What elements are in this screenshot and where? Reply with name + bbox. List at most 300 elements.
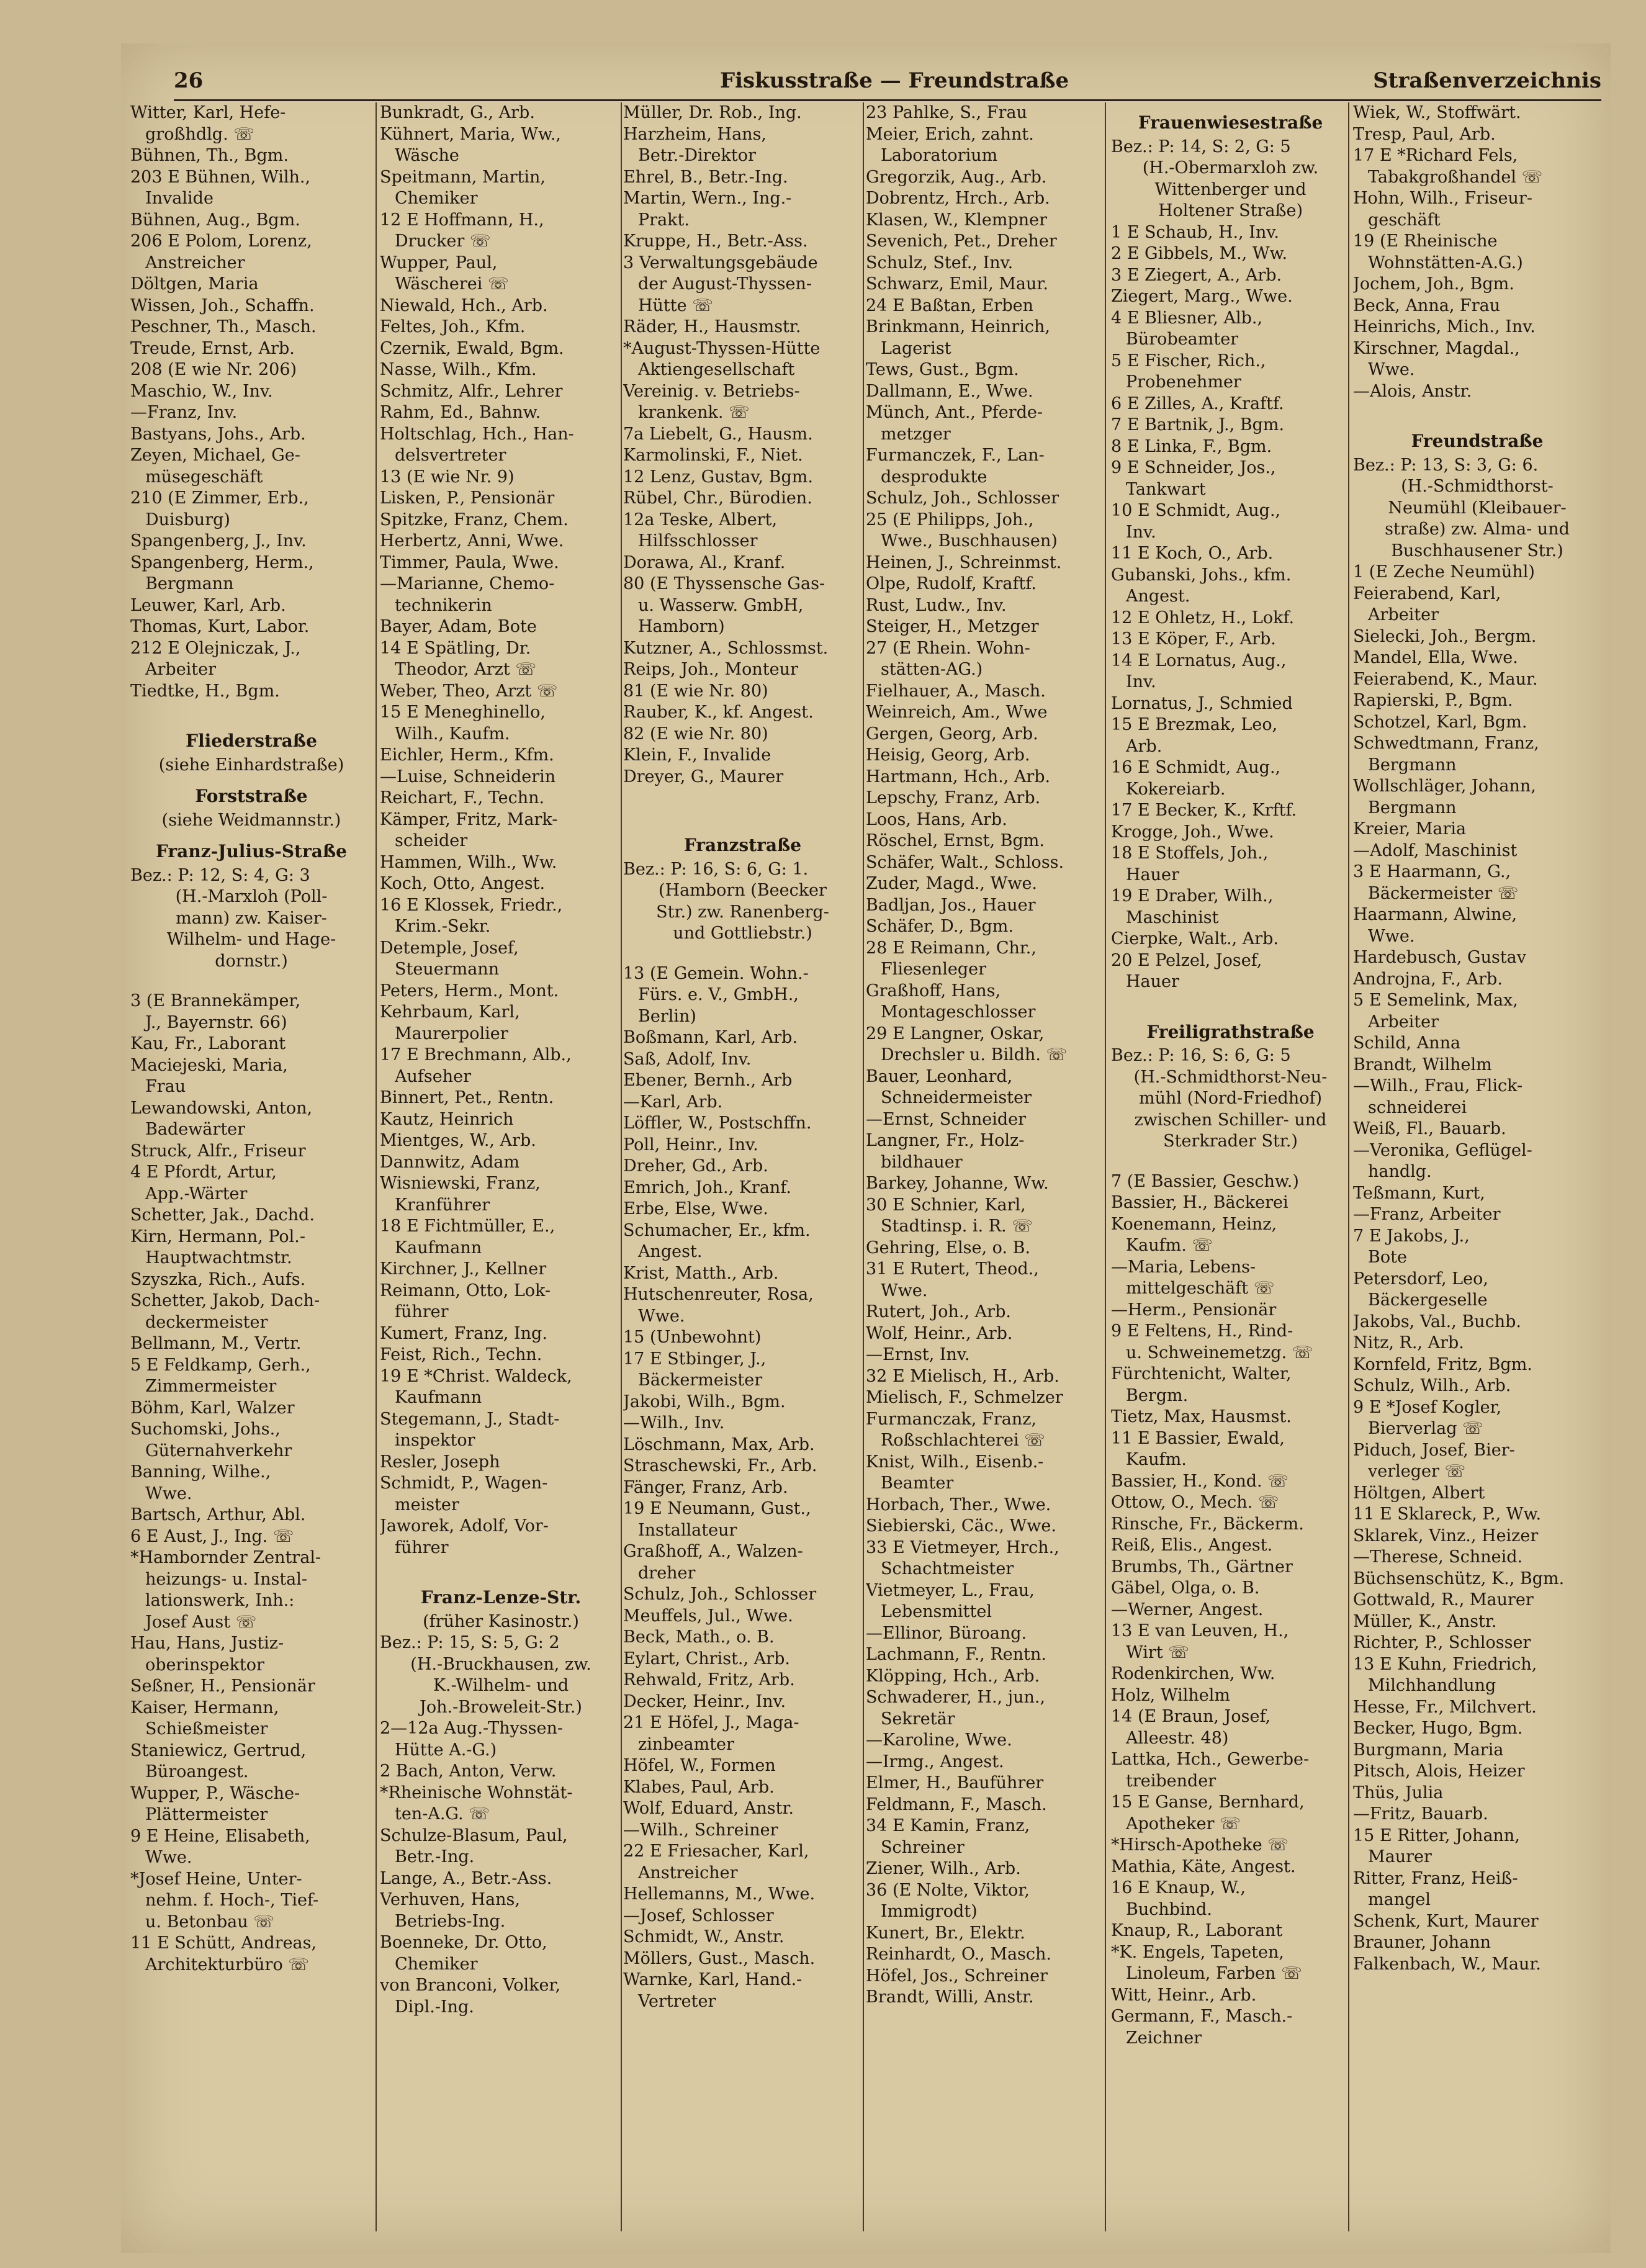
directory-entry: Sielecki, Joh., Bergm. — [1353, 626, 1537, 646]
entry-continuation: führer — [395, 1302, 449, 1321]
directory-entry: Dreher, Gd., Arb. — [623, 1156, 768, 1176]
directory-entry: Fielhauer, A., Masch. — [866, 681, 1046, 701]
entry-continuation: Bergmann — [145, 574, 234, 593]
directory-entry: Bühnen, Aug., Bgm. — [130, 210, 300, 230]
directory-entry: Czernik, Ewald, Bgm. — [380, 338, 564, 358]
entry-continuation: Theodor, Arzt ☏ — [395, 660, 537, 679]
directory-entry: Heinen, J., Schreinmst. — [866, 552, 1062, 572]
directory-entry: Schetter, Jak., Dachd. — [130, 1205, 315, 1225]
directory-entry: 203 E Bühnen, Wilh., — [130, 167, 311, 187]
directory-entry: Struck, Alfr., Friseur — [130, 1141, 306, 1161]
entry-continuation: Wwe. — [638, 1306, 685, 1326]
directory-entry: 16 E Knaup, W., — [1111, 1878, 1246, 1897]
directory-entry: Klöpping, Hch., Arb. — [866, 1666, 1040, 1686]
directory-entry: Klabes, Paul, Arb. — [623, 1777, 775, 1797]
directory-entry: Bauer, Leonhard, — [866, 1066, 1013, 1086]
directory-entry: 21 E Höfel, J., Maga- — [623, 1713, 799, 1732]
directory-entry: 19 E *Christ. Waldeck, — [380, 1366, 572, 1386]
entry-continuation: geschäft — [1368, 210, 1441, 230]
directory-entry: Verhuven, Hans, — [380, 1890, 520, 1909]
directory-entry: Ziegert, Marg., Wwe. — [1111, 287, 1293, 306]
page-number: 26 — [174, 68, 204, 93]
spacer — [130, 702, 372, 721]
directory-entry: Hammen, Wilh., Ww. — [380, 852, 557, 872]
directory-entry: Binnert, Pet., Rentn. — [380, 1088, 554, 1107]
directory-entry: 3 (E Brannekämper, — [130, 991, 301, 1010]
entry-continuation: Lebensmittel — [881, 1602, 992, 1621]
directory-entry: Weber, Theo, Arzt ☏ — [380, 681, 558, 701]
entry-continuation: Beamter — [881, 1474, 954, 1493]
entry-continuation: ten-A.G. ☏ — [395, 1804, 490, 1824]
entry-continuation: nehm. f. Hoch-, Tief- — [145, 1891, 319, 1910]
spacer — [623, 945, 862, 963]
directory-entry: Möllers, Gust., Masch. — [623, 1948, 816, 1968]
directory-entry: Karmolinski, F., Niet. — [623, 446, 803, 465]
directory-entry: 19 (E Rheinische — [1353, 232, 1498, 251]
directory-entry: Brandt, Willi, Anstr. — [866, 1987, 1034, 2007]
column-divider — [376, 102, 377, 2231]
directory-entry: 16 E Klossek, Friedr., — [380, 895, 563, 915]
directory-entry: Schmidt, W., Anstr. — [623, 1927, 785, 1946]
directory-entry: Krist, Matth., Arb. — [623, 1263, 779, 1283]
directory-entry: Schmidt, P., Wagen- — [380, 1474, 548, 1493]
directory-entry: Dannwitz, Adam — [380, 1152, 519, 1172]
directory-entry: Szyszka, Rich., Aufs. — [130, 1269, 306, 1289]
directory-entry: *Josef Heine, Unter- — [130, 1869, 302, 1889]
directory-entry: 11 E Sklareck, P., Ww. — [1353, 1505, 1542, 1524]
entry-continuation: Schießmeister — [145, 1719, 268, 1739]
directory-entry: Brauner, Johann — [1353, 1933, 1491, 1952]
street-description: Str.) zw. Ranenberg- — [656, 902, 829, 922]
entry-continuation: müsegeschäft — [145, 467, 263, 487]
directory-entry: Bellmann, M., Vertr. — [130, 1334, 302, 1353]
directory-entry: Mielisch, F., Schmelzer — [866, 1388, 1063, 1407]
directory-entry: Schetter, Jakob, Dach- — [130, 1291, 320, 1310]
entry-continuation: Bote — [1368, 1248, 1407, 1267]
entry-continuation: Wwe. — [881, 1280, 928, 1300]
directory-entry: Dreyer, G., Maurer — [623, 767, 784, 786]
directory-entry: Olpe, Rudolf, Kraftf. — [866, 574, 1037, 593]
directory-entry: 212 E Olejniczak, J., — [130, 638, 301, 658]
entry-continuation: Wwe. — [1368, 926, 1415, 946]
directory-entry: —Herm., Pensionär — [1111, 1300, 1277, 1320]
street-description: (siehe Weidmannstr.) — [161, 810, 341, 830]
entry-continuation: Bierverlag ☏ — [1368, 1419, 1483, 1438]
directory-entry: Mandel, Ella, Wwe. — [1353, 648, 1518, 667]
directory-entry: Timmer, Paula, Wwe. — [380, 552, 559, 572]
directory-entry: Holtschlag, Hch., Han- — [380, 424, 574, 444]
entry-continuation: Montageschlosser — [881, 1002, 1036, 1022]
directory-entry: 12a Teske, Albert, — [623, 510, 778, 529]
directory-entry: —Josef, Schlosser — [623, 1906, 774, 1925]
directory-entry: 27 (E Rhein. Wohn- — [866, 638, 1030, 658]
directory-entry: Heisig, Georg, Arb. — [866, 745, 1030, 765]
directory-entry: Lornatus, J., Schmied — [1111, 693, 1293, 713]
street-description: Joh.-Broweleit-Str.) — [420, 1697, 582, 1717]
entry-continuation: scheider — [395, 831, 468, 850]
directory-entry: 5 E Fischer, Rich., — [1111, 351, 1266, 371]
street-description: straße) zw. Alma- und — [1385, 520, 1570, 539]
entry-continuation: Fliesenleger — [881, 960, 986, 979]
street-description: Sterkrader Str.) — [1163, 1132, 1298, 1151]
directory-entry: 25 (E Philipps, Joh., — [866, 510, 1034, 529]
entry-continuation: Betr.-Direktor — [638, 146, 756, 165]
directory-entry: Cierpke, Walt., Arb. — [1111, 929, 1279, 948]
directory-entry: Spitzke, Franz, Chem. — [380, 510, 569, 529]
directory-entry: 13 E Kuhn, Friedrich, — [1353, 1654, 1537, 1674]
directory-entry: 9 E Heine, Elisabeth, — [130, 1826, 310, 1846]
entry-continuation: krankenk. ☏ — [638, 403, 750, 422]
entry-continuation: Wwe. — [1368, 360, 1415, 379]
directory-entry: 82 (E wie Nr. 80) — [623, 724, 768, 744]
directory-entry: Löffler, W., Postschffn. — [623, 1114, 812, 1133]
directory-entry: —Therese, Schneid. — [1353, 1547, 1523, 1567]
directory-entry: 18 E Fichtmüller, E., — [380, 1217, 555, 1236]
entry-continuation: Architekturbüro ☏ — [145, 1955, 310, 1974]
directory-entry: Dallmann, E., Wwe. — [866, 381, 1033, 401]
directory-entry: Tiedtke, H., Bgm. — [130, 681, 280, 701]
directory-entry: Bez.: P: 15, S: 5, G: 2 — [380, 1633, 560, 1652]
entry-continuation: Tabakgroßhandel ☏ — [1368, 167, 1543, 187]
directory-entry: Vietmeyer, L., Frau, — [866, 1580, 1035, 1600]
entry-continuation: deckermeister — [145, 1312, 268, 1332]
entry-continuation: Kranführer — [395, 1195, 490, 1215]
directory-entry: Burgmann, Maria — [1353, 1740, 1504, 1760]
directory-entry: Reinhardt, O., Masch. — [866, 1945, 1052, 1964]
entry-continuation: Bäckermeister ☏ — [1368, 883, 1519, 903]
street-description: zwischen Schiller- und — [1134, 1110, 1327, 1130]
entry-continuation: Probenehmer — [1126, 372, 1241, 392]
directory-entry: Müller, Dr. Rob., Ing. — [623, 103, 802, 122]
entry-continuation: u. Wasserw. GmbH, — [638, 595, 804, 615]
directory-entry: Schwarz, Emil, Maur. — [866, 274, 1048, 294]
directory-entry: Klein, F., Invalide — [623, 745, 771, 765]
directory-entry: Horbach, Ther., Wwe. — [866, 1495, 1051, 1514]
directory-entry: Schotzel, Karl, Bgm. — [1353, 712, 1527, 732]
directory-entry: von Branconi, Volker, — [380, 1976, 561, 1995]
column-divider — [1105, 102, 1106, 2231]
directory-entry: Reimann, Otto, Lok- — [380, 1280, 551, 1300]
directory-entry: 80 (E Thyssensche Gas- — [623, 574, 825, 593]
directory-entry: Rinsche, Fr., Bäckerm. — [1111, 1514, 1304, 1534]
directory-entry: Germann, F., Masch.- — [1111, 2007, 1293, 2026]
entry-continuation: u. Betonbau ☏ — [145, 1912, 274, 1932]
spacer — [1111, 1153, 1350, 1171]
entry-continuation: Anstreicher — [145, 253, 245, 272]
directory-entry: *August-Thyssen-Hütte — [623, 338, 821, 358]
entry-continuation: Kaufmann — [395, 1388, 482, 1407]
entry-continuation: Aufseher — [395, 1066, 471, 1086]
directory-entry: Löschmann, Max, Arb. — [623, 1434, 815, 1454]
directory-entry: Wupper, Paul, — [380, 253, 498, 272]
directory-entry: Koch, Otto, Angest. — [380, 874, 546, 893]
directory-entry: Suchomski, Johs., — [130, 1420, 281, 1439]
directory-entry: Jakobs, Val., Buchb. — [1353, 1312, 1521, 1331]
directory-entry: 28 E Reimann, Chr., — [866, 938, 1037, 958]
directory-entry: Hellemanns, M., Wwe. — [623, 1884, 816, 1904]
entry-continuation: Berlin) — [638, 1006, 696, 1026]
directory-entry: 33 E Vietmeyer, Hrch., — [866, 1537, 1059, 1557]
directory-entry: Treude, Ernst, Arb. — [130, 338, 295, 358]
directory-entry: Schäfer, D., Bgm. — [866, 917, 1014, 936]
entry-continuation: Invalide — [145, 189, 214, 208]
entry-continuation: Hauptwachtmstr. — [145, 1248, 292, 1267]
entry-continuation: Roßschlachterei ☏ — [881, 1431, 1045, 1450]
directory-entry: Loos, Hans, Arb. — [866, 809, 1007, 829]
directory-entry: 17 E *Richard Fels, — [1353, 146, 1518, 165]
directory-entry: Zuder, Magd., Wwe. — [866, 874, 1037, 893]
directory-entry: Böhm, Karl, Walzer — [130, 1398, 295, 1418]
directory-entry: Furmanczek, F., Lan- — [866, 446, 1045, 465]
directory-entry: Leuwer, Karl, Arb. — [130, 595, 286, 615]
directory-entry: Röschel, Ernst, Bgm. — [866, 831, 1045, 850]
directory-entry: Emrich, Joh., Kranf. — [623, 1177, 791, 1197]
entry-continuation: Linoleum, Farben ☏ — [1126, 1964, 1302, 1983]
directory-entry: 9 E Feltens, H., Rind- — [1111, 1321, 1293, 1341]
directory-entry: Gergen, Georg, Arb. — [866, 724, 1038, 744]
directory-entry: Kumert, Franz, Ing. — [380, 1323, 547, 1343]
directory-entry: Feltes, Joh., Kfm. — [380, 317, 526, 336]
directory-entry: 15 E Ritter, Johann, — [1353, 1825, 1520, 1845]
directory-entry: 208 (E wie Nr. 206) — [130, 360, 297, 379]
directory-entry: 1 E Schaub, H., Inv. — [1111, 222, 1279, 242]
entry-continuation: Maschinist — [1126, 907, 1219, 927]
directory-entry: Lachmann, F., Rentn. — [866, 1645, 1046, 1664]
directory-entry: Saß, Adolf, Inv. — [623, 1049, 752, 1069]
directory-entry: —Franz, Arbeiter — [1353, 1205, 1501, 1224]
entry-continuation: metzger — [881, 424, 951, 444]
entry-continuation: Güternahverkehr — [145, 1441, 292, 1460]
directory-entry: Bez.: P: 13, S: 3, G: 6. — [1353, 455, 1539, 475]
entry-continuation: Hamborn) — [638, 617, 725, 636]
directory-entry: Staniewicz, Gertrud, — [130, 1740, 307, 1760]
directory-entry: Dobrentz, Hrch., Arb. — [866, 189, 1050, 208]
directory-entry: Spangenberg, J., Inv. — [130, 531, 307, 551]
entry-continuation: Steuermann — [395, 960, 500, 979]
entry-continuation: App.-Wärter — [145, 1184, 248, 1204]
directory-entry: Wissen, Joh., Schaffn. — [130, 295, 315, 315]
directory-entry: Warnke, Karl, Hand.- — [623, 1970, 803, 1989]
directory-entry: Rauber, K., kf. Angest. — [623, 703, 814, 722]
directory-entry: 11 E Bassier, Ewald, — [1111, 1428, 1285, 1448]
directory-entry: Räder, H., Hausmstr. — [623, 317, 801, 336]
street-heading: Forststraße — [195, 786, 308, 806]
directory-entry: Richter, P., Schlosser — [1353, 1633, 1531, 1652]
directory-entry: Jakobi, Wilh., Bgm. — [623, 1392, 786, 1411]
directory-entry: Büchsenschütz, K., Bgm. — [1353, 1568, 1565, 1588]
directory-entry: 210 (E Zimmer, Erb., — [130, 488, 309, 508]
directory-entry: Steiger, H., Metzger — [866, 617, 1039, 636]
directory-entry: Meier, Erich, zahnt. — [866, 124, 1034, 144]
entry-continuation: stätten-AG.) — [881, 660, 983, 679]
directory-entry: Lepschy, Franz, Arb. — [866, 788, 1041, 808]
directory-entry: Feist, Rich., Techn. — [380, 1345, 542, 1364]
directory-entry: Erbe, Else, Wwe. — [623, 1199, 768, 1218]
directory-entry: Rehwald, Fritz, Arb. — [623, 1670, 795, 1690]
directory-entry: *Rheinische Wohnstät- — [380, 1783, 573, 1802]
directory-entry: 14 E Lornatus, Aug., — [1111, 650, 1287, 670]
directory-entry: Brumbs, Th., Gärtner — [1111, 1557, 1293, 1577]
directory-entry: Kreier, Maria — [1353, 819, 1467, 839]
directory-entry: Decker, Heinr., Inv. — [623, 1691, 786, 1711]
directory-entry: 3 E Ziegert, A., Arb. — [1111, 265, 1282, 285]
directory-entry: *Hambornder Zentral- — [130, 1548, 322, 1567]
entry-continuation: Frau — [145, 1077, 186, 1096]
entry-continuation: J., Bayernstr. 66) — [145, 1012, 287, 1032]
directory-entry: *K. Engels, Tapeten, — [1111, 1942, 1284, 1962]
directory-entry: 12 Lenz, Gustav, Bgm. — [623, 467, 813, 487]
directory-entry: Dorawa, Al., Kranf. — [623, 552, 786, 572]
directory-entry: Tresp, Paul, Arb. — [1353, 124, 1496, 144]
directory-entry: Rodenkirchen, Ww. — [1111, 1664, 1275, 1683]
directory-entry: Jochem, Joh., Bgm. — [1353, 274, 1514, 294]
directory-entry: Wiek, W., Stoffwärt. — [1353, 103, 1521, 122]
street-description: (H.-Marxloh (Poll- — [175, 887, 328, 906]
column-6 — [1353, 102, 1601, 2238]
entry-continuation: oberinspektor — [145, 1655, 264, 1675]
directory-entry: Detemple, Josef, — [380, 938, 519, 958]
directory-entry: 13 (E Gemein. Wohn.- — [623, 963, 809, 983]
directory-entry: Kirchner, J., Kellner — [380, 1259, 547, 1279]
entry-continuation: Prakt. — [638, 210, 690, 230]
street-description: (H.-Schmidthorst-Neu- — [1133, 1067, 1328, 1087]
spacer — [380, 1559, 622, 1577]
directory-entry: 15 E Ganse, Bernhard, — [1111, 1793, 1305, 1812]
directory-entry: 2 Bach, Anton, Verw. — [380, 1762, 557, 1781]
directory-entry: —Marianne, Chemo- — [380, 574, 555, 593]
directory-entry: Spangenberg, Herm., — [130, 552, 314, 572]
directory-entry: Martin, Wern., Ing.- — [623, 189, 792, 208]
entry-continuation: Bürobeamter — [1126, 330, 1239, 349]
directory-entry: Gehring, Else, o. B. — [866, 1238, 1031, 1258]
directory-entry: 1 (E Zeche Neumühl) — [1353, 562, 1535, 582]
entry-continuation: Betriebs-Ing. — [395, 1911, 506, 1931]
directory-entry: Lange, A., Betr.-Ass. — [380, 1868, 552, 1888]
directory-entry: 12 E Ohletz, H., Lokf. — [1111, 608, 1295, 628]
directory-entry: Kühnert, Maria, Ww., — [380, 124, 562, 144]
directory-entry: Bassier, H., Kond. ☏ — [1111, 1471, 1288, 1491]
page-title: Fiskusstraße — Freundstraße — [720, 68, 1069, 93]
directory-entry: 29 E Langner, Oskar, — [866, 1024, 1045, 1043]
directory-entry: Hesse, Fr., Milchvert. — [1353, 1697, 1537, 1717]
directory-entry: Ebener, Bernh., Arb — [623, 1071, 793, 1090]
street-description: Wilhelm- und Hage- — [166, 930, 336, 949]
directory-entry: Knist, Wilh., Eisenb.- — [866, 1452, 1044, 1472]
directory-entry: Bassier, H., Bäckerei — [1111, 1193, 1288, 1212]
directory-entry: Rust, Ludw., Inv. — [866, 595, 1007, 615]
directory-entry: 4 E Pfordt, Artur, — [130, 1163, 277, 1182]
entry-continuation: Schneidermeister — [881, 1088, 1032, 1107]
directory-entry: Herbertz, Anni, Wwe. — [380, 531, 564, 551]
directory-entry: 5 E Feldkamp, Gerh., — [130, 1355, 311, 1375]
directory-entry: Schulz, Wilh., Arb. — [1353, 1376, 1511, 1395]
directory-entry: 6 E Aust, J., Ing. ☏ — [130, 1526, 294, 1546]
directory-entry: Eichler, Herm., Kfm. — [380, 745, 554, 765]
directory-entry: 3 E Haarmann, G., — [1353, 862, 1511, 881]
directory-entry: Koenemann, Heinz, — [1111, 1214, 1277, 1234]
entry-continuation: Hauer — [1126, 972, 1179, 991]
entry-continuation: Wäsche — [395, 146, 459, 165]
directory-entry: Kehrbaum, Karl, — [380, 1002, 520, 1022]
directory-entry: 10 E Schmidt, Aug., — [1111, 501, 1281, 520]
entry-continuation: Chemiker — [395, 1954, 478, 1974]
street-heading: Franz-Julius-Straße — [156, 841, 347, 862]
directory-entry: Barkey, Johanne, Ww. — [866, 1174, 1049, 1193]
entry-continuation: Aktiengesellschaft — [638, 360, 795, 379]
entry-continuation: Stadtinsp. i. R. ☏ — [881, 1217, 1033, 1236]
directory-entry: Harzheim, Hans, — [623, 124, 767, 144]
street-heading: Freiligrathstraße — [1146, 1021, 1315, 1042]
entry-continuation: Arbeiter — [1368, 1012, 1439, 1032]
directory-entry: Fürchtenicht, Walter, — [1111, 1364, 1292, 1384]
directory-entry: Klasen, W., Klempner — [866, 210, 1048, 230]
entry-continuation: Wirt ☏ — [1126, 1642, 1190, 1662]
entry-continuation: Wwe. — [145, 1483, 192, 1503]
column-2 — [380, 102, 622, 2238]
directory-entry: Gubanski, Johs., kfm. — [1111, 565, 1292, 585]
street-heading: Franz-Lenze-Str. — [420, 1587, 582, 1608]
directory-entry: Tietz, Max, Hausmst. — [1111, 1407, 1292, 1426]
entry-continuation: Bergm. — [1126, 1385, 1189, 1405]
directory-entry: Höfel, W., Formen — [623, 1756, 776, 1775]
directory-entry: Wolf, Eduard, Anstr. — [623, 1799, 794, 1818]
directory-entry: Thüs, Julia — [1353, 1783, 1444, 1802]
directory-entry: 2 E Gibbels, M., Ww. — [1111, 244, 1288, 263]
spacer — [1111, 993, 1350, 1012]
directory-entry: Witt, Heinr., Arb. — [1111, 1985, 1257, 2005]
directory-entry: —Ellinor, Büroang. — [866, 1623, 1027, 1643]
directory-entry: Schäfer, Walt., Schloss. — [866, 852, 1064, 872]
directory-entry: Nasse, Wilh., Kfm. — [380, 360, 537, 379]
street-description: mühl (Nord-Friedhof) — [1138, 1089, 1323, 1108]
directory-entry: Rutert, Joh., Arb. — [866, 1302, 1011, 1321]
entry-continuation: Schachtmeister — [881, 1559, 1014, 1578]
directory-entry: Münch, Ant., Pferde- — [866, 403, 1043, 422]
directory-entry: 12 E Hoffmann, H., — [380, 210, 544, 230]
entry-continuation: Sekretär — [881, 1709, 955, 1729]
directory-entry: 14 E Spätling, Dr. — [380, 638, 531, 658]
entry-continuation: Alleestr. 48) — [1126, 1728, 1229, 1748]
street-description: (Hamborn (Beecker — [659, 881, 827, 900]
directory-entry: Teßmann, Kurt, — [1353, 1183, 1485, 1203]
directory-entry: Lisken, P., Pensionär — [380, 488, 555, 508]
directory-entry: —Alois, Anstr. — [1353, 381, 1472, 401]
street-description: Neumühl (Kleibauer- — [1388, 498, 1567, 518]
directory-entry: 11 E Koch, O., Arb. — [1111, 544, 1274, 563]
entry-continuation: Arbeiter — [1368, 605, 1439, 624]
entry-continuation: dreher — [638, 1563, 696, 1583]
directory-entry: Kirn, Hermann, Pol.- — [130, 1226, 306, 1246]
directory-entry: Wollschläger, Johann, — [1353, 776, 1536, 796]
entry-continuation: großhdlg. ☏ — [145, 124, 255, 144]
directory-entry: Furmanczak, Franz, — [866, 1409, 1037, 1429]
entry-continuation: Chemiker — [395, 189, 478, 208]
directory-entry: 31 E Rutert, Theod., — [866, 1259, 1039, 1279]
directory-entry: Gäbel, Olga, o. B. — [1111, 1578, 1260, 1598]
entry-continuation: Milchhandlung — [1368, 1676, 1496, 1695]
directory-entry: Schulze-Blasum, Paul, — [380, 1825, 568, 1845]
directory-entry: Holz, Wilhelm — [1111, 1685, 1230, 1705]
directory-entry: Müller, K., Anstr. — [1353, 1611, 1497, 1631]
entry-continuation: Apotheker ☏ — [1126, 1814, 1241, 1834]
directory-entry: Gottwald, R., Maurer — [1353, 1590, 1534, 1609]
directory-entry: Stegemann, J., Stadt- — [380, 1409, 560, 1429]
entry-continuation: lationswerk, Inh.: — [145, 1591, 295, 1610]
entry-continuation: heizungs- u. Instal- — [145, 1569, 308, 1589]
directory-entry: Resler, Joseph — [380, 1452, 500, 1472]
directory-entry: Weiß, Fl., Bauarb. — [1353, 1119, 1506, 1138]
entry-continuation: Buchbind. — [1126, 1899, 1212, 1919]
